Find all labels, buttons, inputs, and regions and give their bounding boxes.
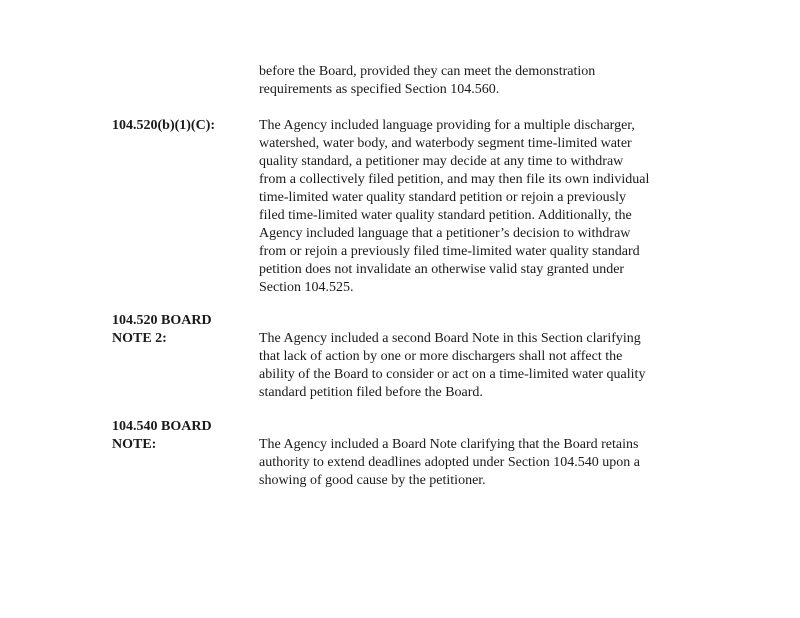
section-label-line: 104.520(b)(1)(C): [112, 118, 216, 133]
text-line: authority to extend deadlines adopted under Section 104.540 upon a [259, 455, 641, 470]
text-line: ability of the Board to consider or act on a time-limited water quality [259, 367, 646, 382]
text-line: The Agency included a second Board Note in this Section clarifying [259, 331, 641, 346]
text-line: petition does not invalidate an otherwise valid stay granted under [259, 262, 625, 277]
text-line: from or rejoin a previously filed time-limited water quality standard [259, 244, 640, 259]
text-line: The Agency included language providing for a multiple discharger, [259, 118, 635, 133]
text-line: The Agency included a Board Note clarifying that the Board retains [259, 437, 639, 452]
section-label [112, 312, 212, 348]
section-label [112, 418, 212, 454]
text-line: Agency included language that a petitioner’s decision to withdraw [259, 226, 631, 241]
text-line: watershed, water body, and waterbody segment time-limited water [259, 136, 632, 151]
section-label-line: 104.540 BOARD [112, 419, 212, 434]
section-description [259, 117, 649, 297]
text-line: before the Board, provided they can meet the demonstration [259, 64, 596, 79]
text-line: time-limited water quality standard petition or rejoin a previously [259, 190, 627, 205]
text-line: standard petition filed before the Board. [259, 385, 483, 400]
section-description [259, 436, 640, 490]
text-line: from a collectively filed petition, and may then file its own individual [259, 172, 650, 187]
text-line: Section 104.525. [259, 280, 354, 295]
section-label-line: NOTE 2: [112, 331, 167, 346]
text-line: that lack of action by one or more dischargers shall not affect the [259, 349, 623, 364]
text-line: quality standard, a petitioner may decide at any time to withdraw [259, 154, 624, 169]
section-label-line: NOTE: [112, 437, 157, 452]
section-label [112, 117, 215, 135]
text-line: requirements as specified Section 104.560. [259, 82, 500, 97]
text-line: showing of good cause by the petitioner. [259, 473, 486, 488]
section-label-line: 104.520 BOARD [112, 313, 212, 328]
text-line: filed time-limited water quality standard petition. Additionally, the [259, 208, 632, 223]
section-description [259, 330, 645, 402]
continuation-paragraph [259, 63, 595, 99]
